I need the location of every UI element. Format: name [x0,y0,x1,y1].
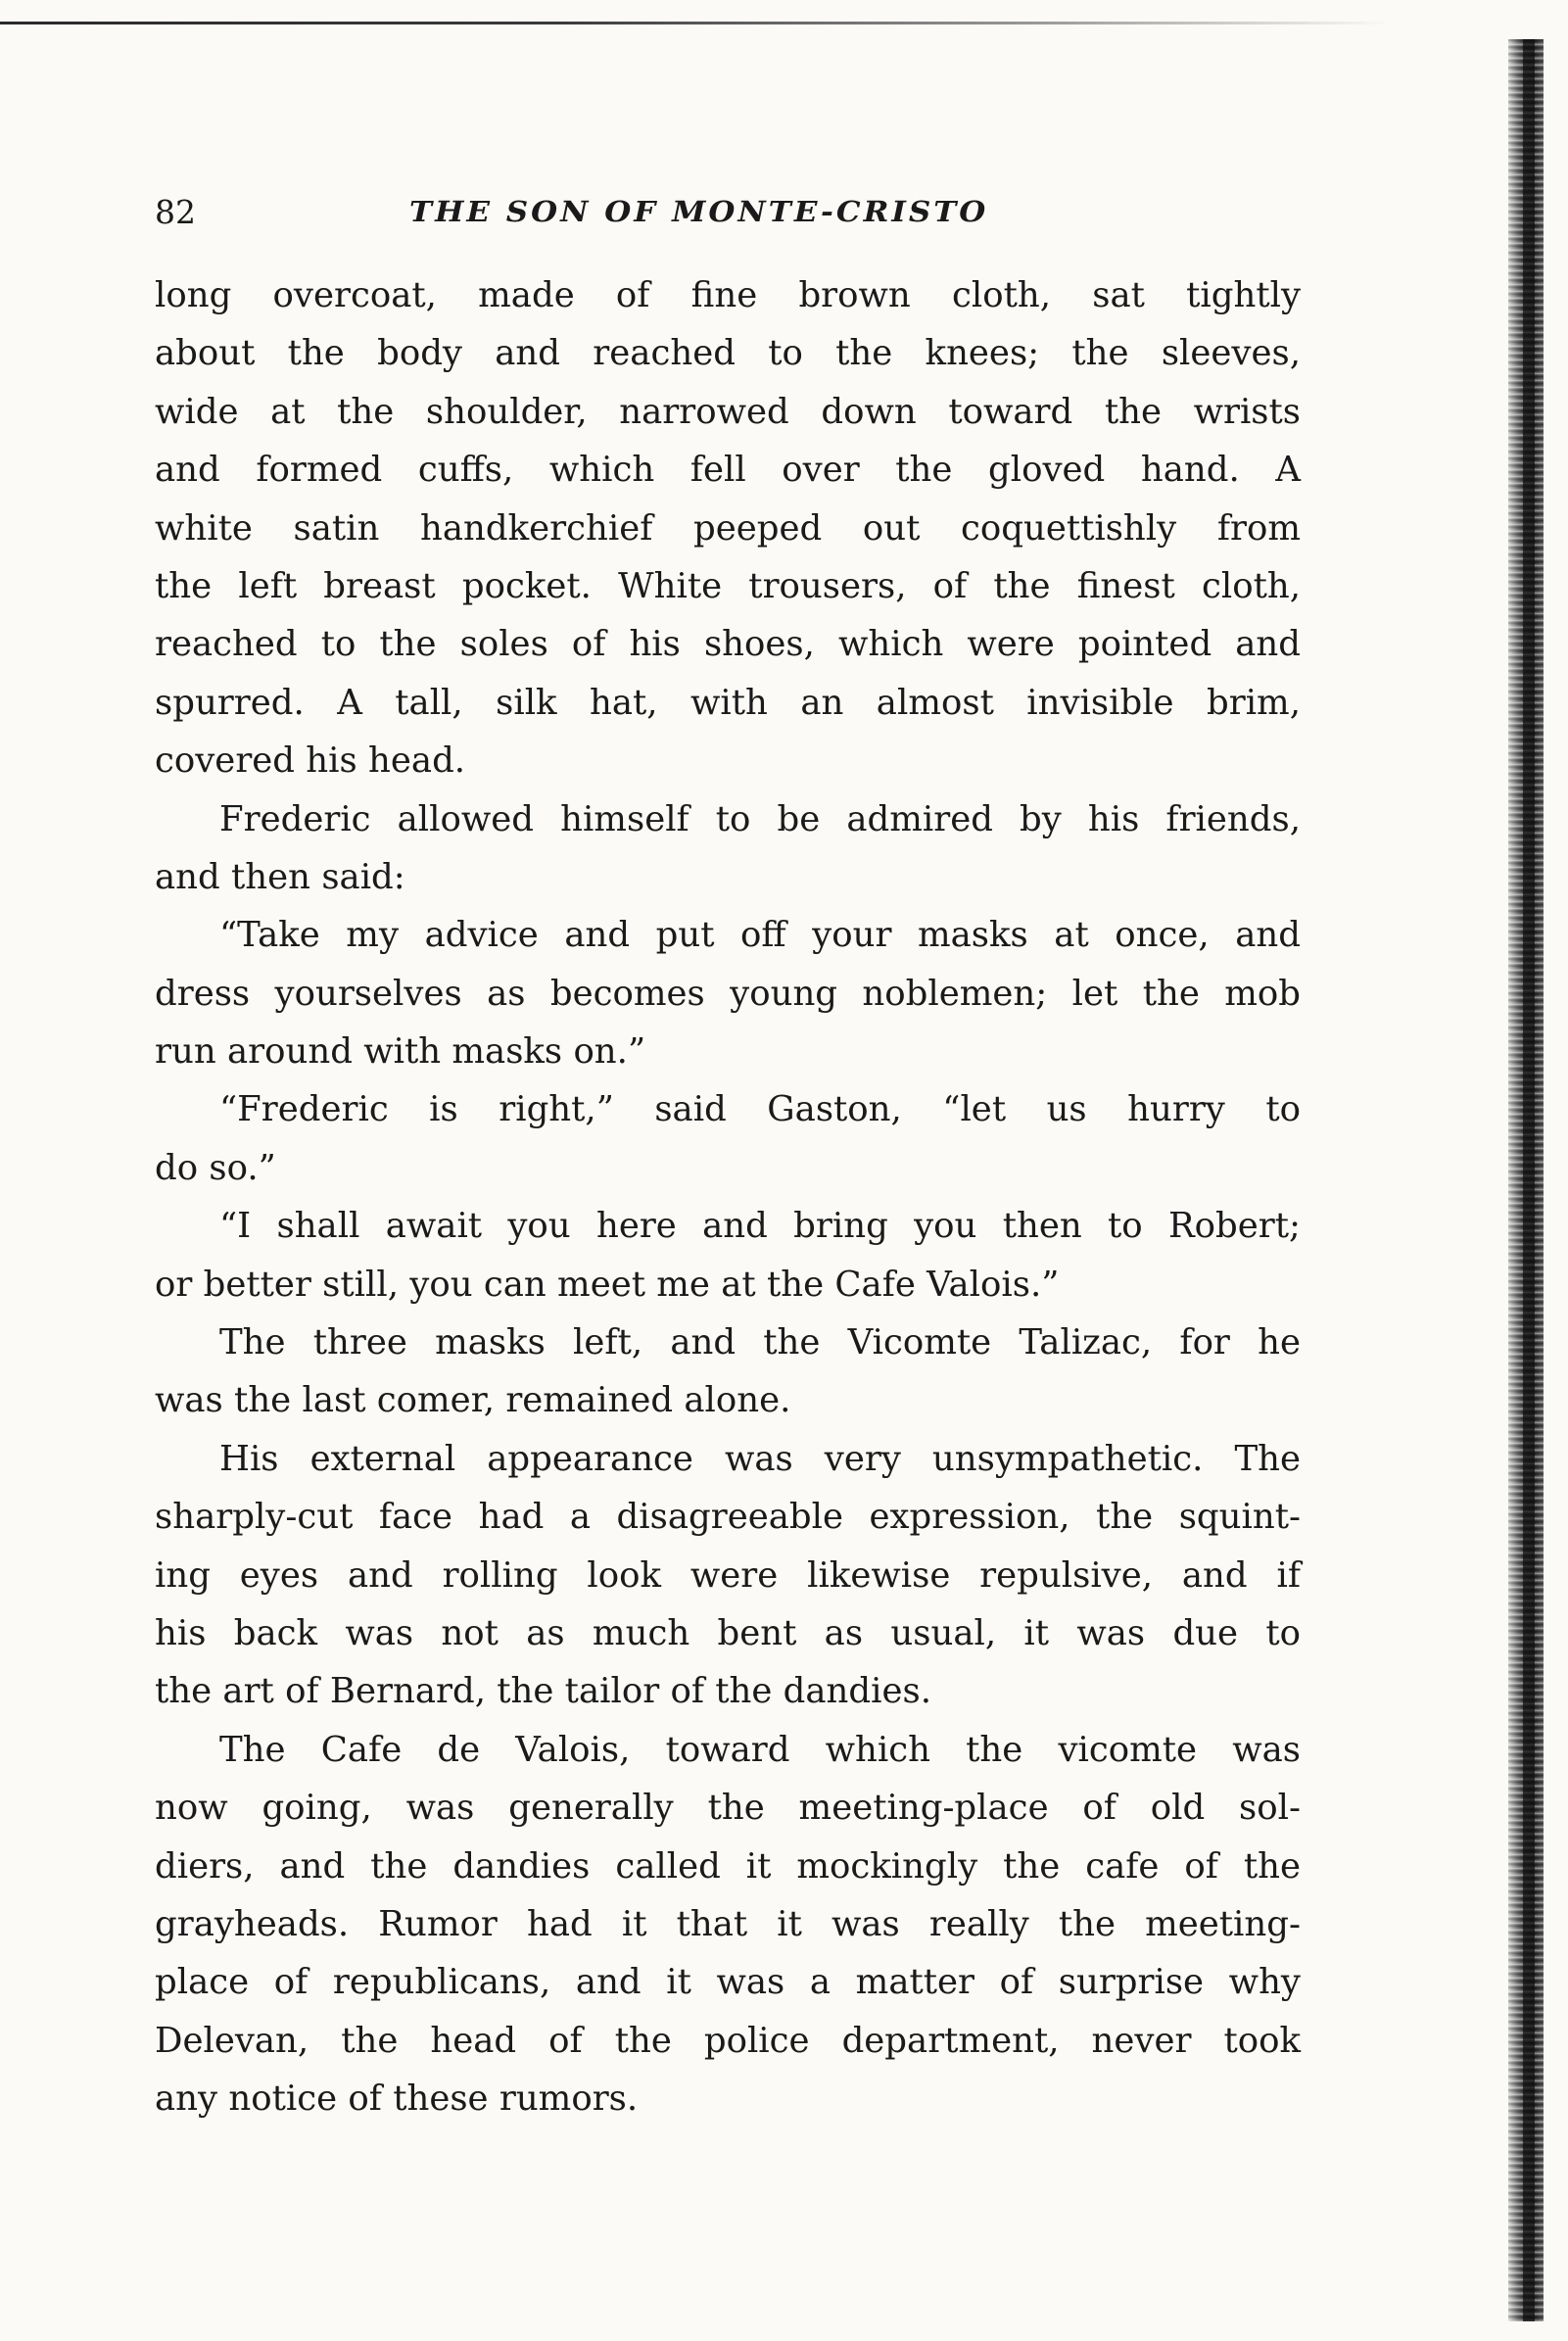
text-line: “I shall await you here and bring you then to Robert; [219,1206,1301,1247]
text-line: ing eyes and rolling look were likewise repulsive, and if [155,1554,1301,1596]
text-line: white satin handkerchief peeped out coquettishly from [155,507,1301,549]
text-line: about the body and reached to the knees; the sleeves, [155,333,1301,374]
text-line: His external appearance was very unsympathetic. The [219,1438,1301,1479]
text-line: the art of Bernard, the tailor of the dandies. [155,1671,932,1712]
text-line: any notice of these rumors. [155,2078,639,2120]
text-line: The Cafe de Valois, toward which the vicomte was [219,1729,1301,1770]
text-line: Delevan, the head of the police department, never took [155,2020,1301,2061]
book-spine-shadow [1523,39,1535,2321]
page-header [155,188,1301,237]
text-line: sharply-cut face had a disagreeable expression, the squint- [155,1497,1301,1538]
text-line: diers, and the dandies called it mockingly the cafe of the [155,1845,1301,1887]
text-line: dress yourselves as becomes young noblemen; let the mob [155,973,1301,1014]
page-number: 82 [155,193,196,231]
text-line: and then said: [155,856,405,897]
text-line: or better still, you can meet me at the Cafe Valois.” [155,1264,1060,1305]
text-line: do so.” [155,1147,276,1188]
text-line: and formed cuffs, which fell over the gloved hand. A [155,450,1301,491]
text-line: long overcoat, made of fine brown cloth, sat tightly [155,275,1301,315]
text-line: covered his head. [155,741,466,782]
text-line: place of republicans, and it was a matter of surprise why [155,1962,1301,2003]
text-line: reached to the soles of his shoes, which were pointed and [155,624,1301,665]
text-line: The three masks left, and the Vicomte Talizac, for he [219,1322,1301,1363]
text-line: grayheads. Rumor had it that it was really the meeting- [155,1903,1301,1944]
text-line: “Frederic is right,” said Gaston, “let us hurry to [219,1089,1301,1130]
text-line: “Take my advice and put off your masks at once, and [219,915,1301,956]
body-text [155,266,1301,2128]
text-line: spurred. A tall, silk hat, with an almost invisible brim, [155,682,1301,723]
text-line: now going, was generally the meeting-place of old sol- [155,1788,1301,1829]
text-line: the left breast pocket. White trousers, of the finest cloth, [155,565,1301,606]
text-line: run around with masks on.” [155,1031,646,1073]
text-line: wide at the shoulder, narrowed down toward the wrists [155,391,1301,432]
text-line: Frederic allowed himself to be admired by his friends, [219,798,1301,839]
running-title: THE SON OF MONTE-CRISTO [409,196,989,229]
text-line: his back was not as much bent as usual, it was due to [155,1612,1301,1653]
text-line: was the last comer, remained alone. [155,1380,791,1421]
top-scan-rule [0,22,1391,24]
